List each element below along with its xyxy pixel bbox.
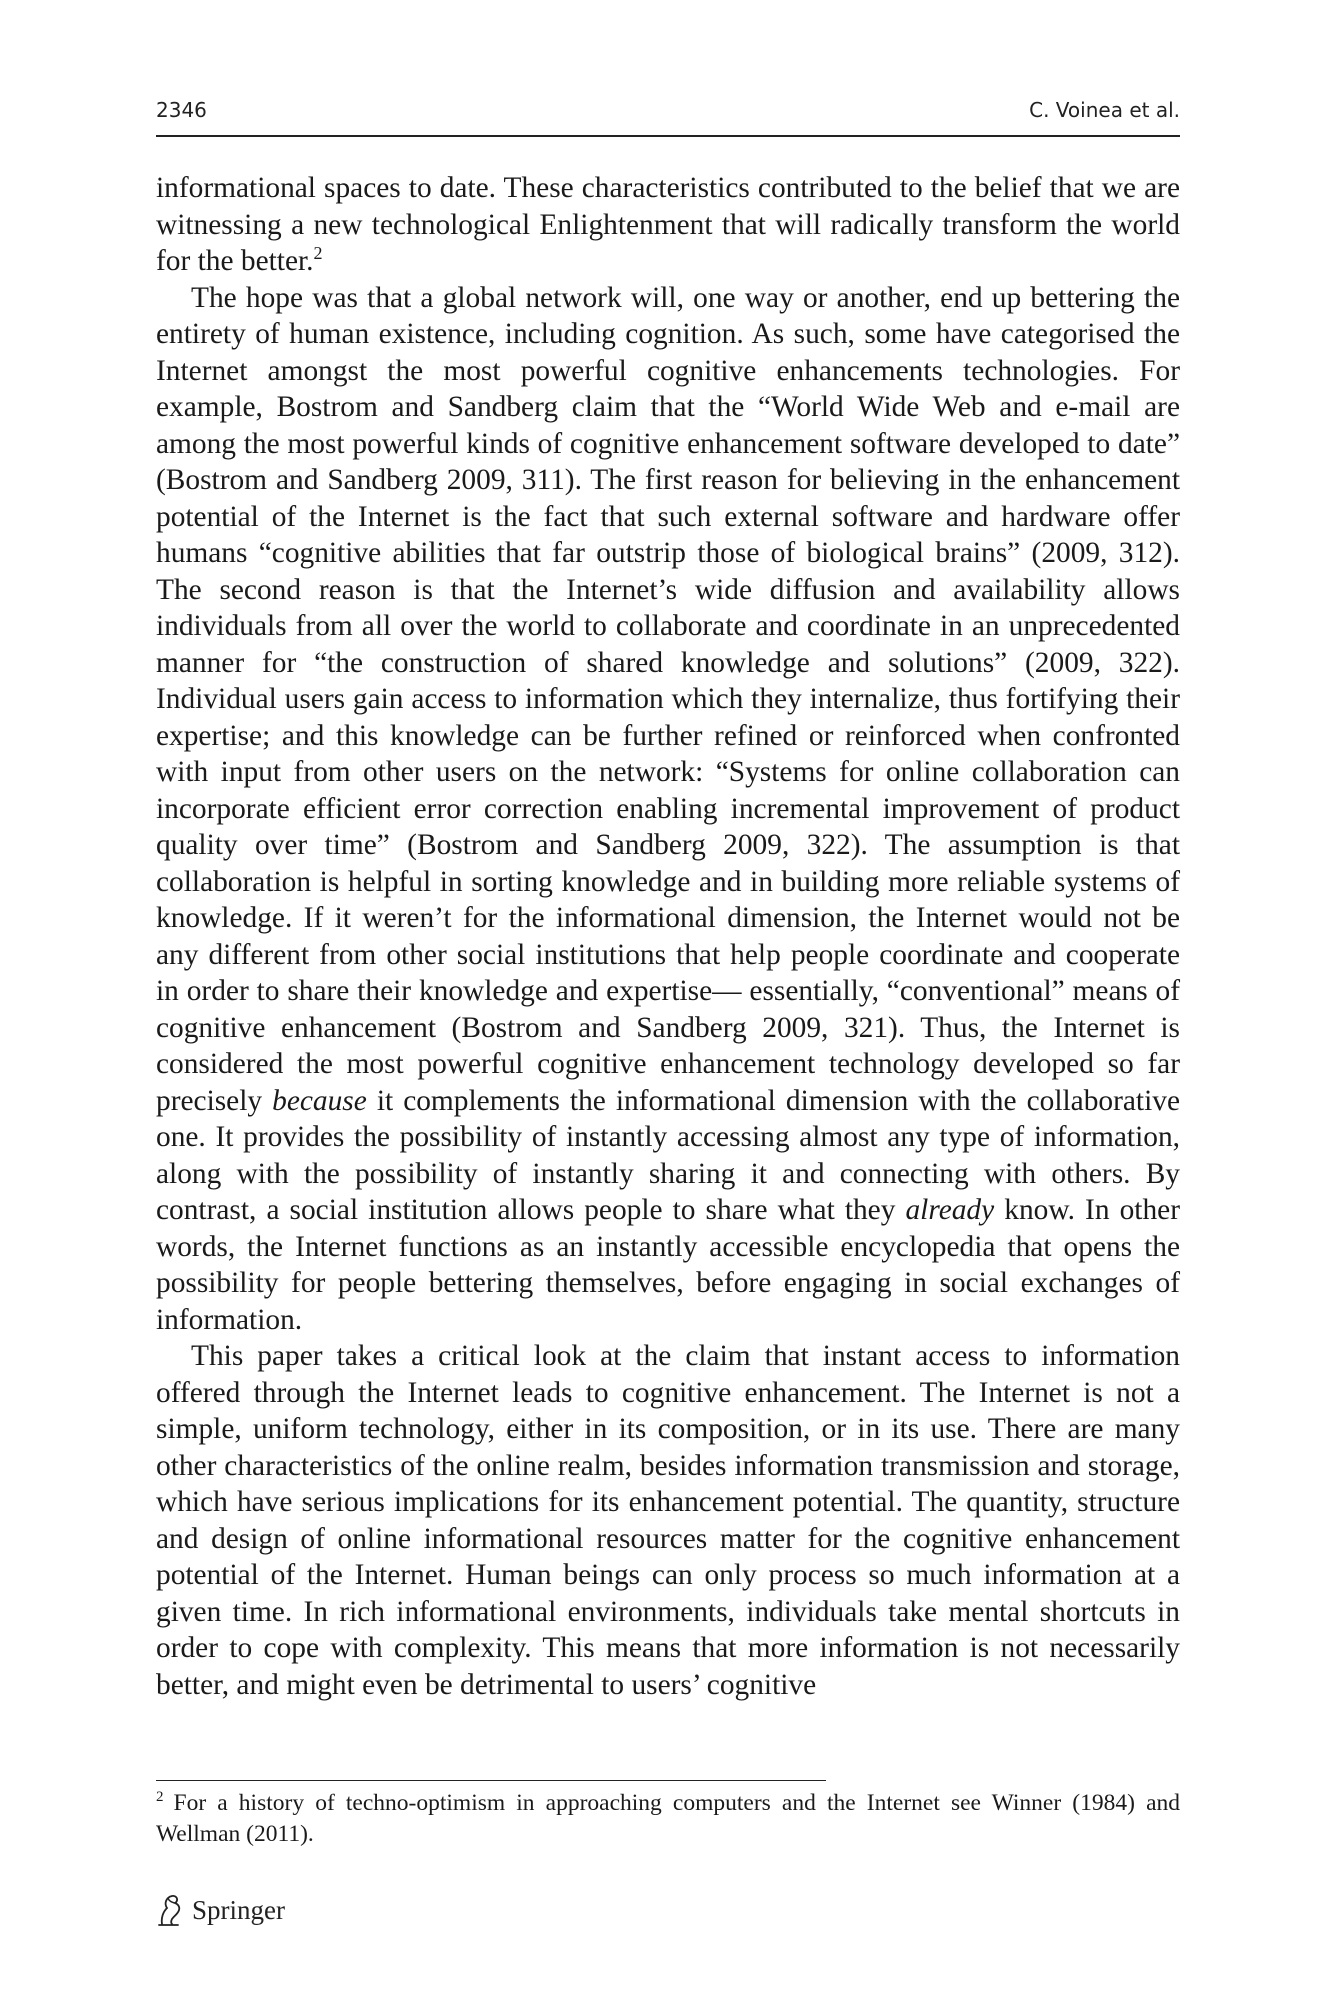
footnote-mark: 2	[156, 1789, 164, 1805]
paragraph-2-text-b: it complements the informational dimension with the collaborative one. It provides the possibility of instantly accessing almost any type of information, along with the possibility of instantly sharing it and connecting with others. By contrast, a social institution allows people to share what they	[156, 1084, 1180, 1226]
running-head-authors: C. Voinea et al.	[1029, 98, 1180, 122]
paragraph-3	[156, 1338, 1180, 1703]
paragraph-2-text-a: The hope was that a global network will, one way or another, end up bettering the entirety of human existence, including cognition. As such, some have categorised the Internet amongst the most powerful cognitive enhancements technologies. For example, Bostrom and Sandberg claim that the “World Wide Web and e-mail are among the most powerful kinds of cognitive enhancement software developed to date” (Bostrom and Sandberg 2009, 311). The first reason for believing in the enhancement potential of the Internet is the fact that such external software and hardware offer humans “cognitive abilities that far outstrip those of biological brains” (2009, 312). The second reason is that the Internet’s wide diffusion and availability allows individuals from all over the world to collaborate and coordinate in an unprecedented manner for “the construction of shared knowledge and solutions” (2009, 322). Individual users gain access to information which they internalize, thus fortifying their expertise; and this knowledge can be further refined or reinforced when confronted with input from other users on the network: “Systems for online collaboration can incorporate efficient error correction enabling incremental improvement of product quality over time” (Bostrom and Sandberg 2009, 322). The assumption is that collaboration is helpful in sorting knowledge and in building more reliable systems of knowledge. If it weren’t for the informational dimension, the Internet would not be any different from other social institutions that help people coordinate and cooperate in order to share their knowledge and expertise— essentially, “conventional” means of cognitive enhancement (Bostrom and Sandberg 2009, 321). Thus, the Internet is considered the most powerful cognitive enhancement technology developed so far precisely	[156, 281, 1180, 1117]
paragraph-2-emphasis-because: because	[272, 1084, 367, 1117]
publisher-footer	[156, 1890, 285, 1930]
footnote-reference-2[interactable]: 2	[313, 243, 323, 263]
page-number: 2346	[156, 98, 207, 122]
main-text	[156, 170, 1180, 1703]
paragraph-2-emphasis-already: already	[905, 1194, 995, 1226]
springer-horse-icon	[156, 1893, 184, 1927]
footnote-text: For a history of techno-optimism in approaching computers and the Internet see Winner (1984) and Wellman (2011).	[156, 1790, 1180, 1847]
paragraph-2-text-c: know. In other words, the Internet functions as an instantly accessible encyclopedia that opens the possibility for people bettering themselves, before engaging in social exchanges of information.	[156, 1194, 1180, 1336]
paragraph-2	[156, 280, 1180, 1339]
header-rule	[156, 135, 1180, 137]
publisher-name: Springer	[192, 1894, 285, 1925]
paragraph-3-text: This paper takes a critical look at the claim that instant access to information offered through the Internet leads to cognitive enhancement. The Internet is not a simple, uniform technology, either in its composition, or in its use. There are many other characteristics of the online realm, besides information transmission and storage, which have serious implications for its enhancement potential. The quantity, structure and design of online informational resources matter for the cognitive enhancement potential of the Internet. Human beings can only process so much information at a given time. In rich informational environments, individuals take mental shortcuts in order to cope with complexity. This means that more information is not necessarily better, and might even be detrimental to users’ cognitive	[156, 1340, 1180, 1701]
footnote-2	[156, 1788, 1180, 1850]
running-header	[156, 96, 1180, 136]
footnote-rule	[156, 1780, 826, 1781]
paragraph-1-text: informational spaces to date. These characteristics contributed to the belief that we are witnessing a new technological Enlightenment that will radically transform the world for the better.	[156, 172, 1180, 277]
paragraph-1	[156, 170, 1180, 280]
